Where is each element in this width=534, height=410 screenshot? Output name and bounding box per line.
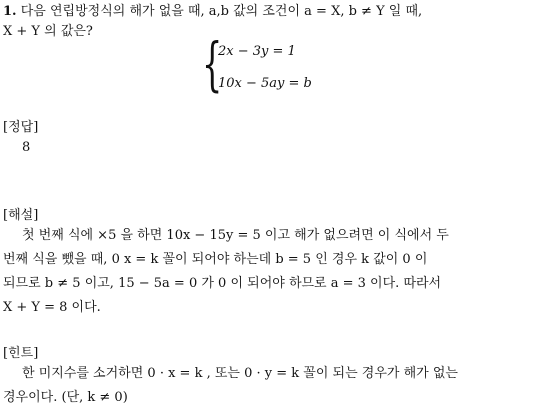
hint-body: [3, 362, 531, 410]
hint-line: 한 미지수를 소거하면 0 · x = k , 또는 0 · y = k 꼴이 되는 경우가 해가 없는: [22, 366, 458, 381]
equation-2: 10x − 5ay = b: [218, 76, 312, 91]
explanation-heading: [해설]: [3, 208, 39, 223]
explanation-body: [3, 224, 531, 320]
explanation-line: 되므로 b ≠ 5 이고, 15 − 5a = 0 가 0 이 되어야 하므로 a = 3 이다. 따라서: [3, 276, 442, 291]
question-line-1: [3, 2, 422, 22]
question-text-1: 다음 연립방정식의 해가 없을 때, a,b 값의 조건이 a = X, b ≠ Y 일 때,: [20, 4, 423, 19]
question-text-2: X + Y 의 값은?: [3, 24, 93, 39]
equation-system: [202, 30, 342, 100]
equation-1: 2x − 3y = 1: [218, 44, 296, 59]
explanation-line: 번째 식을 뺐을 때, 0 x = k 꼴이 되어야 하는데 b = 5 인 경우 k 값이 0 이: [3, 252, 428, 267]
left-brace-icon: {: [202, 30, 223, 98]
hint-heading: [힌트]: [3, 346, 39, 361]
explanation-line: 첫 번째 식에 ×5 을 하면 10x − 15y = 5 이고 해가 없으려면 이 식에서 두: [22, 228, 449, 243]
question-line-2: [3, 22, 93, 42]
answer-heading: [정답]: [3, 120, 39, 135]
answer-value: 8: [22, 140, 31, 155]
explanation-line: X + Y = 8 이다.: [3, 300, 101, 315]
question-number: 1.: [3, 4, 17, 19]
hint-line: 경우이다. (단, k ≠ 0): [3, 390, 128, 405]
